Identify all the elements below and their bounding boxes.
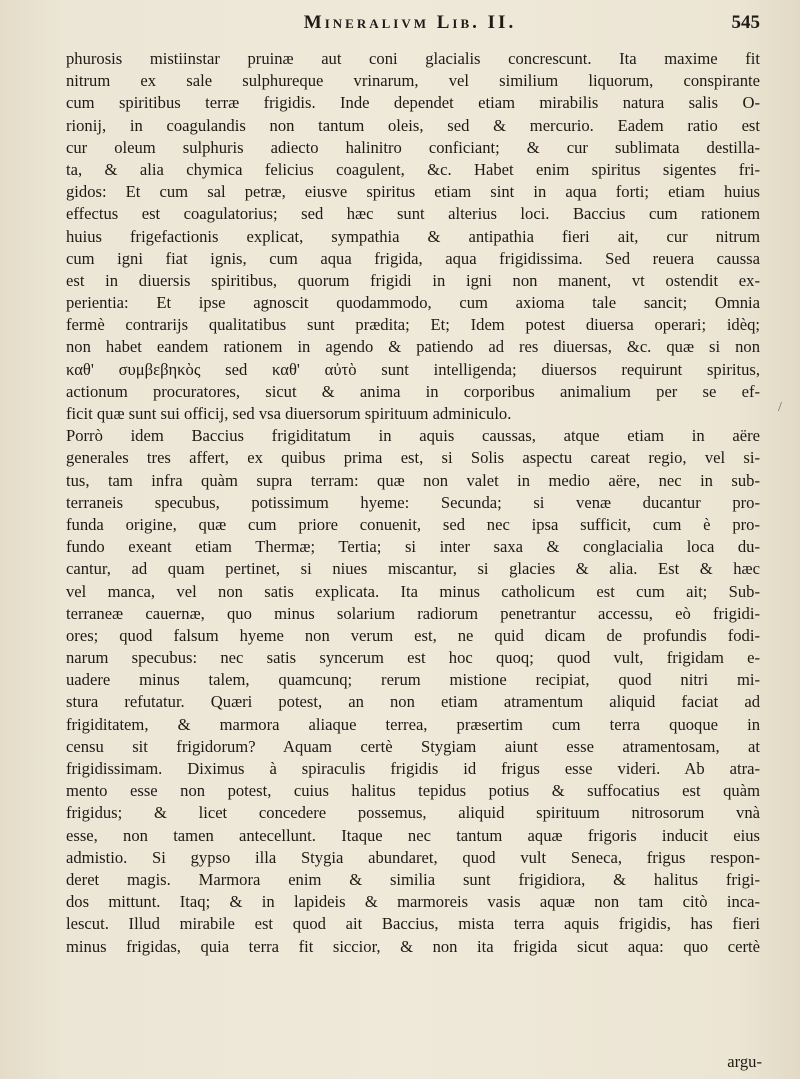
page-number: 545 <box>731 12 760 33</box>
text-line: censu sit frigidorum? Aquam certè Stygiam aiunt esse atramentosam, at <box>66 736 760 756</box>
text-line: non habet eandem rationem in agendo & patiendo ad res diuersas, &c. quæ si non <box>66 337 760 357</box>
text-line: frigiditatem, & marmora aliaque terrea, præsertim cum terra quoque in <box>66 714 760 734</box>
text-line: deret magis. Marmora enim & similia sunt frigidiora, & halitus frigi- <box>66 869 760 889</box>
text-line: frigidus; & licet concedere possemus, aliquid spirituum nitrosorum vnà <box>66 803 760 823</box>
text-line: rionij, in coagulandis non tantum oleis, sed & mercurio. Eadem ratio est <box>66 115 760 135</box>
text-line: cum igni fiat ignis, cum aqua frigida, aqua frigidissima. Sed reuera caussa <box>66 248 760 268</box>
body-text <box>66 48 760 958</box>
text-line: Porrò idem Baccius frigiditatum in aquis caussas, atque etiam in aëre <box>66 426 760 446</box>
text-line: ta, & alia chymica felicius coagulent, &c. Habet enim spiritus sigentes fri- <box>66 159 760 179</box>
margin-mark: / <box>778 400 782 415</box>
text-line: vel manca, vel non satis explicata. Ita minus catholicum est cum ait; Sub- <box>66 581 760 601</box>
text-line: funda origine, quæ cum priore conuenit, sed nec ipsa sufficit, cum è pro- <box>66 514 760 534</box>
text-line: frigidissimam. Diximus à spiraculis frigidis id frigus esse videri. Ab atra- <box>66 759 760 778</box>
text-line: phurosis mistiinstar pruinæ aut coni glacialis concrescunt. Ita maxime fit <box>66 49 760 68</box>
catchword: argu- <box>727 1052 762 1071</box>
text-line: terraneis specubus, potissimum hyeme: Secunda; si venæ ducantur pro- <box>66 492 760 512</box>
text-line: huius frigefactionis explicat, sympathia & antipathia fieri ait, cur nitrum <box>66 226 760 246</box>
text-line: ficit quæ sunt sui officij, sed vsa diuersorum spirituum adminiculo. <box>66 404 512 423</box>
text-line: lescut. Illud mirabile est quod ait Baccius, mista terra aquis frigidis, has fieri <box>66 914 760 934</box>
text-line: stura refutatur. Quæri potest, an non etiam atramentum aliquid faciat ad <box>66 692 760 712</box>
text-line: est in diuersis spiritibus, quorum frigidi in igni non manent, vt ostendit ex- <box>66 270 760 290</box>
text-line: ores; quod falsum hyeme non verum est, ne quid dicam de profundis fodi- <box>66 625 760 645</box>
text-line: terraneæ cauernæ, quo minus solarium radiorum penetrantur accessu, eò frigidi- <box>66 603 760 623</box>
text-line: fermè contrarijs qualitatibus sunt prædita; Et; Idem potest diuersa operari; idèq; <box>66 315 760 335</box>
text-line: actionum procuratores, sicut & anima in corporibus animalium per se ef- <box>66 381 760 401</box>
text-line: cur oleum sulphuris adiecto halinitro conficiant; & cur sublimata destilla- <box>66 137 760 157</box>
text-line: esse, non tamen antecellunt. Itaque nec tantum aquæ frigoris inducit eius <box>66 825 760 845</box>
text-line: cantur, ad quam pertinet, si niues miscantur, si glacies & alia. Est & hæc <box>66 559 760 579</box>
running-head: Mineralivm Lib. II. <box>303 12 517 33</box>
text-line: narum specubus: nec satis syncerum est hoc quoq; quod vult, frigidam e- <box>66 648 760 668</box>
text-line: minus frigidas, quia terra fit siccior, & non ita frigida sicut aqua: quo certè <box>66 936 760 956</box>
text-line: nitrum ex sale sulphureque vrinarum, vel similium liquorum, conspirante <box>66 71 760 91</box>
text-line: καθ' συμβεβηκὸς sed καθ' αὐτὸ sunt intelligenda; diuersos requirunt spiritus, <box>66 359 760 379</box>
text-line: mento esse non potest, cuius halitus tepidus potius & suffocatius est quàm <box>66 781 760 801</box>
text-line: dos mittunt. Itaq; & in lapideis & marmoreis vasis aquæ non tam citò inca- <box>66 892 760 912</box>
page-header <box>60 8 760 48</box>
text-line: admistio. Si gypso illa Stygia abundaret, quod vult Seneca, frigus respon- <box>66 847 760 867</box>
text-line: generales tres affert, ex quibus prima est, si Solis aspectu careat regio, vel si- <box>66 448 760 468</box>
text-line: tus, tam infra quàm supra terram: quæ non valet in medio aëre, nec in sub- <box>66 470 760 490</box>
text-line: uadere minus talem, quamcunq; rerum mistione recipiat, quod nitri mi- <box>66 670 760 690</box>
text-line: gidos: Et cum sal petræ, eiusve spiritus etiam sint in aqua forti; etiam huius <box>66 182 760 202</box>
text-line: effectus est coagulatorius; sed hæc sunt alterius loci. Baccius cum rationem <box>66 204 760 224</box>
text-line: fundo exeant etiam Thermæ; Tertia; si inter saxa & conglacialia loca du- <box>66 537 760 557</box>
text-line: perientia: Et ipse agnoscit quodammodo, cum axioma tale sancit; Omnia <box>66 293 760 313</box>
text-line: cum spiritibus terræ frigidis. Inde dependet etiam mirabilis natura salis O- <box>66 93 760 113</box>
